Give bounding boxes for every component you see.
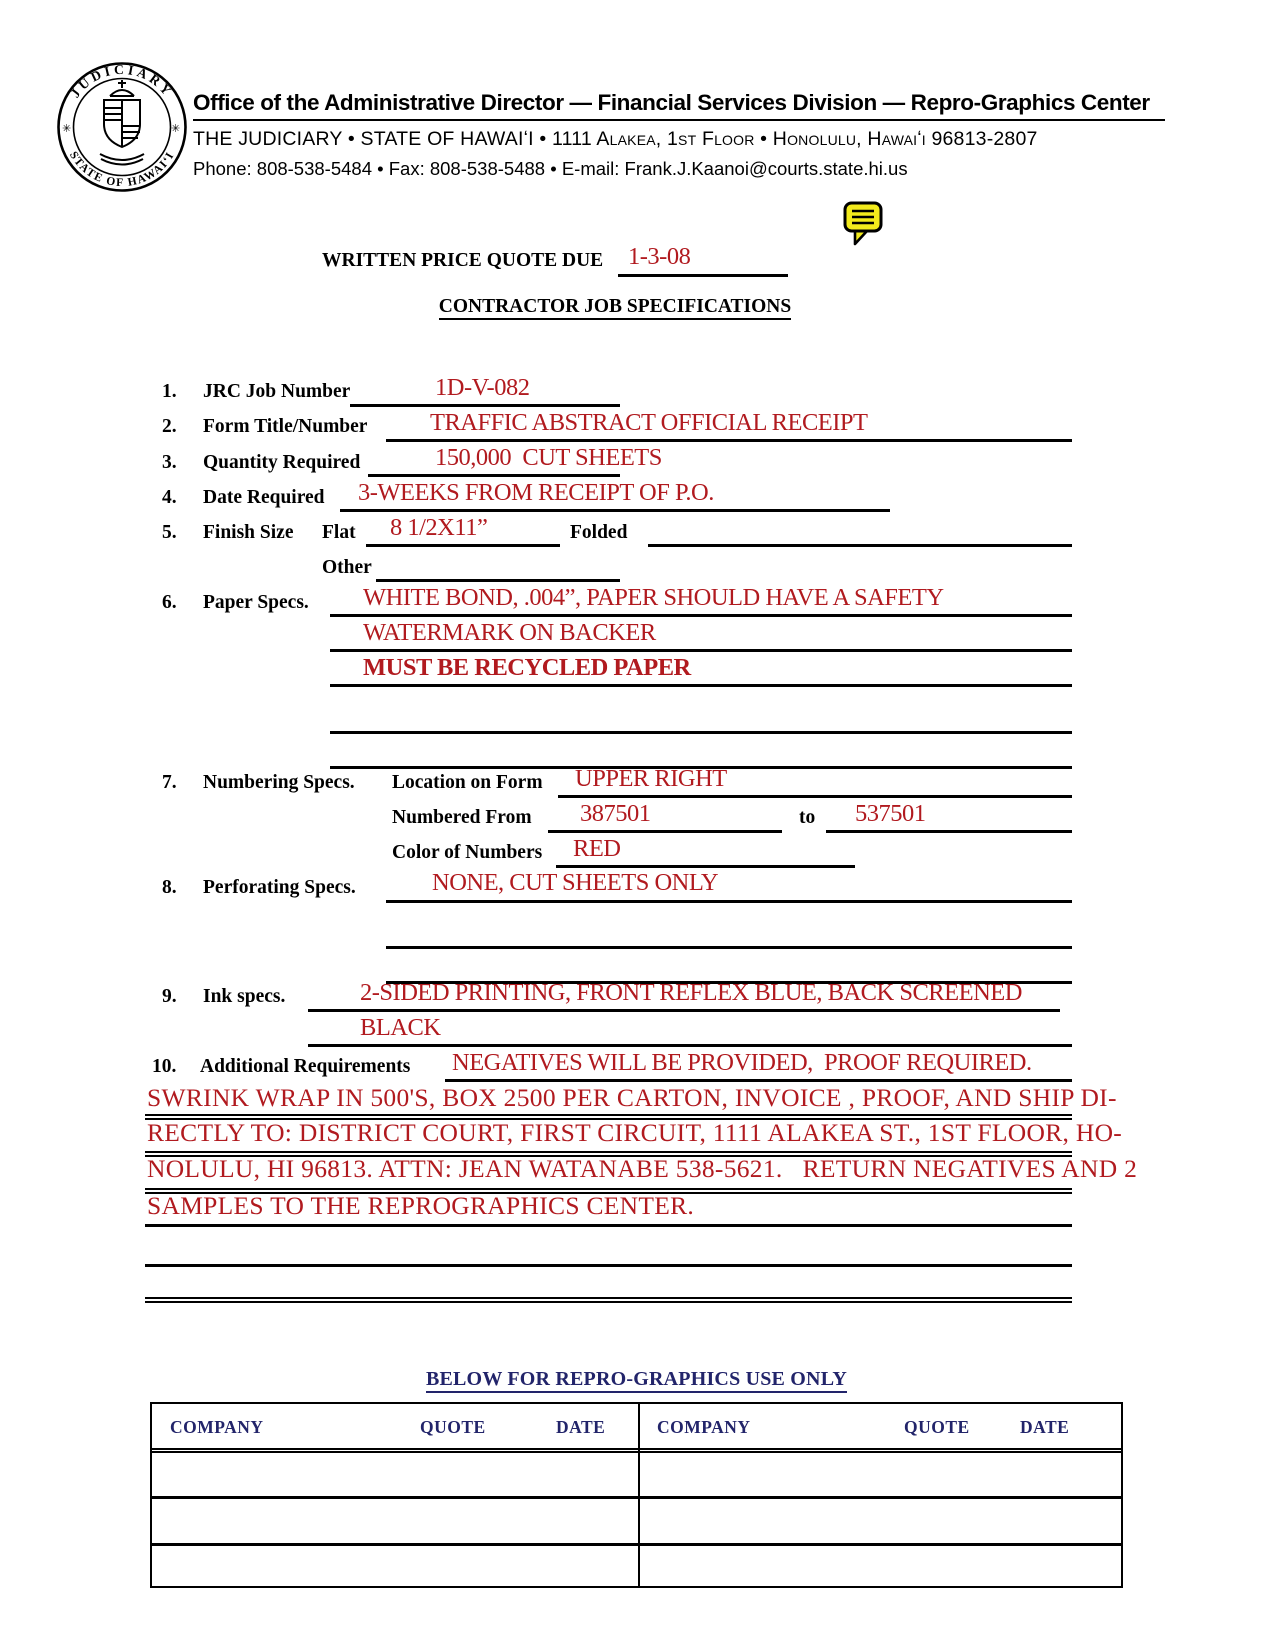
item9-value2: BLACK bbox=[360, 1014, 441, 1041]
item4-number: 4. bbox=[162, 487, 177, 508]
item4-label: Date Required bbox=[203, 487, 325, 508]
item4-value: 3-WEEKS FROM RECEIPT OF P.O. bbox=[358, 479, 714, 506]
col-date-right: DATE bbox=[1020, 1417, 1070, 1437]
doc-title-wrap bbox=[0, 296, 1230, 318]
item9-line1 bbox=[308, 1009, 1060, 1012]
item10-value5: SAMPLES TO THE REPROGRAPHICS CENTER. bbox=[147, 1191, 695, 1220]
item7-location-line bbox=[558, 795, 1072, 798]
item10-label: Additional Requirements bbox=[200, 1056, 411, 1077]
address-line: THE JUDICIARY • STATE OF HAWAIʻI • 1111 Alakea, 1st Floor • Honolulu, Hawaiʻi 96813-2807 bbox=[193, 128, 1038, 150]
item10-value1: NEGATIVES WILL BE PROVIDED, PROOF REQUIRED. bbox=[452, 1049, 1032, 1076]
item2-number: 2. bbox=[162, 416, 177, 437]
col-company-left: COMPANY bbox=[170, 1417, 264, 1437]
item8-line bbox=[386, 900, 1072, 903]
quote-due-label: WRITTEN PRICE QUOTE DUE bbox=[322, 250, 604, 271]
item5-number: 5. bbox=[162, 522, 177, 543]
item8-label: Perforating Specs. bbox=[203, 877, 356, 898]
item2-line bbox=[386, 439, 1072, 442]
item9-value1: 2-SIDED PRINTING, FRONT REFLEX BLUE, BACK SCREENED bbox=[360, 979, 1022, 1006]
item5-folded-line bbox=[648, 544, 1072, 547]
item6-line4-blank bbox=[330, 731, 1072, 734]
item3-label: Quantity Required bbox=[203, 452, 361, 473]
item2-label: Form Title/Number bbox=[203, 416, 368, 437]
judiciary-seal-icon bbox=[55, 60, 189, 194]
table-center-divider bbox=[638, 1404, 640, 1586]
item6-line2 bbox=[330, 649, 1072, 652]
item5-other-line bbox=[376, 579, 620, 582]
seal-right-ornament: ✳ bbox=[171, 123, 181, 135]
item10-line3-rule bbox=[145, 1151, 1072, 1153]
item10-line2-rule bbox=[145, 1114, 1072, 1116]
doc-title: CONTRACTOR JOB SPECIFICATIONS bbox=[439, 296, 792, 320]
contact-line: Phone: 808-538-5484 • Fax: 808-538-5488 • E-mail: Frank.J.Kaanoi@courts.state.hi.us bbox=[193, 158, 908, 179]
item6-line3 bbox=[330, 684, 1072, 687]
item5-folded-label: Folded bbox=[570, 522, 628, 543]
item10-value2: SWRINK WRAP IN 500'S, BOX 2500 PER CARTON, INVOICE , PROOF, AND SHIP DI- bbox=[147, 1083, 1117, 1112]
col-company-right: COMPANY bbox=[657, 1417, 751, 1437]
seal-top-text: JUDICIARY bbox=[67, 61, 177, 101]
item3-value: 150,000 CUT SHEETS bbox=[435, 444, 662, 471]
item8-value: NONE, CUT SHEETS ONLY bbox=[432, 869, 719, 896]
table-row-rule-1 bbox=[152, 1496, 1121, 1499]
item9-label: Ink specs. bbox=[203, 986, 286, 1007]
col-quote-right: QUOTE bbox=[904, 1417, 970, 1437]
col-date-left: DATE bbox=[556, 1417, 606, 1437]
item5-flat-value: 8 1/2X11” bbox=[390, 514, 488, 541]
item1-number: 1. bbox=[162, 381, 177, 402]
item1-label: JRC Job Number bbox=[203, 381, 351, 402]
item5-flat-label: Flat bbox=[322, 522, 356, 543]
item6-number: 6. bbox=[162, 592, 177, 613]
item6-value2: WATERMARK ON BACKER bbox=[363, 619, 656, 646]
item1-value: 1D-V-082 bbox=[435, 374, 530, 401]
office-title: Office of the Administrative Director — Financial Services Division — Repro-Graphics Center bbox=[193, 90, 1165, 121]
item7-location-label: Location on Form bbox=[392, 772, 543, 793]
item10-value4: NOLULU, HI 96813. ATTN: JEAN WATANABE 538-5621. RETURN NEGATIVES AND 2 bbox=[147, 1154, 1138, 1183]
seal-crest bbox=[100, 80, 144, 165]
item7-number: 7. bbox=[162, 772, 177, 793]
note-annotation-icon[interactable] bbox=[843, 201, 885, 247]
repro-section-title-wrap bbox=[150, 1368, 1123, 1391]
item7-from-value: 387501 bbox=[580, 800, 651, 827]
item7-to-label: to bbox=[799, 807, 816, 828]
repro-section-title: BELOW FOR REPRO-GRAPHICS USE ONLY bbox=[426, 1368, 847, 1393]
item7-color-value: RED bbox=[573, 835, 621, 862]
item10-line5-rule bbox=[145, 1224, 1072, 1227]
item7-from-line bbox=[548, 830, 782, 833]
blank-rule-double bbox=[145, 1297, 1072, 1299]
col-quote-left: QUOTE bbox=[420, 1417, 486, 1437]
quote-due-line bbox=[618, 274, 788, 277]
item5-other-label: Other bbox=[322, 557, 372, 578]
item1-line bbox=[350, 404, 620, 407]
table-header-rule bbox=[152, 1448, 1121, 1450]
item9-line2 bbox=[308, 1044, 1072, 1047]
item2-value: TRAFFIC ABSTRACT OFFICIAL RECEIPT bbox=[430, 409, 868, 436]
item5-label: Finish Size bbox=[203, 522, 294, 543]
item7-from-label: Numbered From bbox=[392, 807, 532, 828]
item7-to-value: 537501 bbox=[855, 800, 926, 827]
item7-location-value: UPPER RIGHT bbox=[575, 765, 727, 792]
repro-quotes-table bbox=[150, 1402, 1123, 1588]
item7-color-line bbox=[556, 865, 855, 868]
item8-line2-blank bbox=[386, 946, 1072, 949]
item7-to-line bbox=[826, 830, 1072, 833]
item6-value3: MUST BE RECYCLED PAPER bbox=[363, 654, 691, 681]
seal-bottom-text: STATE OF HAWAIʻI bbox=[66, 149, 178, 190]
item6-label: Paper Specs. bbox=[203, 592, 309, 613]
item3-number: 3. bbox=[162, 452, 177, 473]
item7-label: Numbering Specs. bbox=[203, 772, 355, 793]
table-row-rule-2 bbox=[152, 1543, 1121, 1546]
item5-flat-line bbox=[366, 544, 560, 547]
item10-line1 bbox=[445, 1079, 1072, 1082]
item8-number: 8. bbox=[162, 877, 177, 898]
item6-value1: WHITE BOND, .004”, PAPER SHOULD HAVE A SAFETY bbox=[363, 584, 944, 611]
item9-number: 9. bbox=[162, 986, 177, 1007]
item3-line bbox=[368, 474, 620, 477]
seal-left-ornament: ✳ bbox=[62, 123, 72, 135]
item4-line bbox=[340, 509, 890, 512]
item10-number: 10. bbox=[152, 1056, 177, 1077]
item7-color-label: Color of Numbers bbox=[392, 842, 543, 863]
quote-due-value: 1-3-08 bbox=[628, 243, 691, 270]
item10-line4-rule bbox=[145, 1188, 1072, 1190]
item10-value3: RECTLY TO: DISTRICT COURT, FIRST CIRCUIT, 1111 ALAKEA ST., 1ST FLOOR, HO- bbox=[147, 1118, 1123, 1147]
item6-line1 bbox=[330, 614, 1072, 617]
blank-rule-single bbox=[145, 1264, 1072, 1267]
